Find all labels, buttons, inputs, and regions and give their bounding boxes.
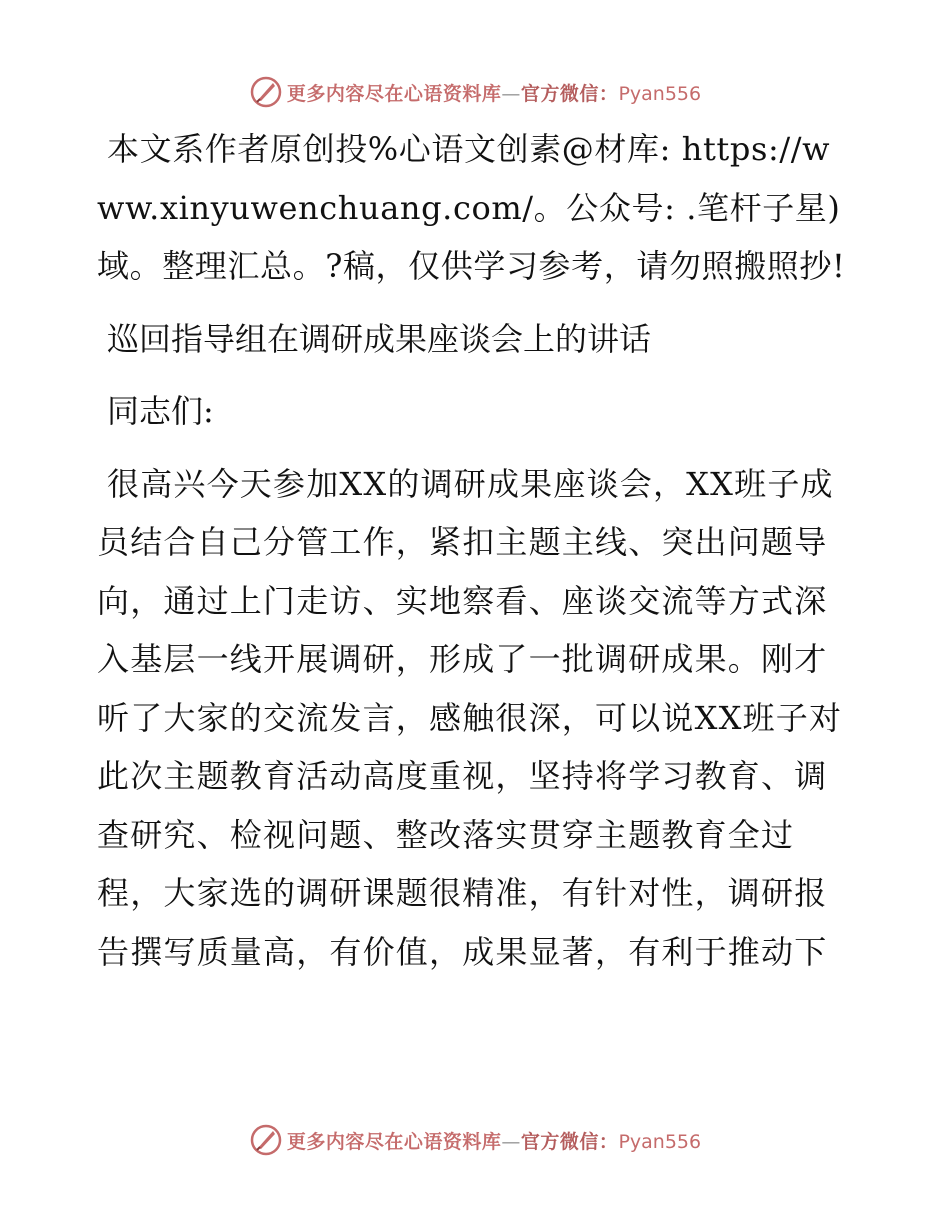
banner-main-text: 更多内容尽在心语资料库 (286, 1130, 502, 1153)
banner-account: Pyan556 (618, 82, 702, 105)
banner-account: Pyan556 (618, 1130, 702, 1153)
document-title: 巡回指导组在调研成果座谈会上的讲话 (107, 319, 652, 358)
greeting: 同志们: (107, 392, 214, 430)
banner-text (287, 1127, 701, 1154)
quill-logo-icon (249, 75, 283, 109)
intro-paragraph: 本文系作者原创投%心语文创素@材库: https://www.xinyuwenchuang.com/。公众号: .笔杆子星)域。整理汇总。?稿，仅供学习参考，请勿照搬照抄! (97, 130, 846, 285)
footer-banner (0, 1120, 950, 1160)
banner-dash: — (501, 1130, 521, 1153)
banner-wechat-label: 官方微信： (520, 82, 619, 105)
banner-text (287, 79, 701, 106)
quill-logo-icon (249, 1123, 283, 1157)
banner-wechat-label: 官方微信： (520, 1130, 619, 1153)
body-paragraph: 很高兴今天参加XX的调研成果座谈会，XX班子成员结合自己分管工作，紧扣主题主线、突出问题导向，通过上门走访、实地察看、座谈交流等方式深入基层一线开展调研，形成了一批调研成果。刚才听了大家的交流发言，感触很深，可以说XX班子对此次主题教育活动高度重视，坚持将学习教育、调查研究、检视问题、整改落实贯穿主题教育全过程，大家选的调研课题很精准，有针对性，调研报告撰写质量高，有价值，成果显著，有利于推动下 (97, 464, 843, 971)
header-banner (0, 72, 950, 112)
banner-dash: — (501, 82, 521, 105)
document-body (97, 120, 857, 981)
banner-main-text: 更多内容尽在心语资料库 (286, 82, 502, 105)
